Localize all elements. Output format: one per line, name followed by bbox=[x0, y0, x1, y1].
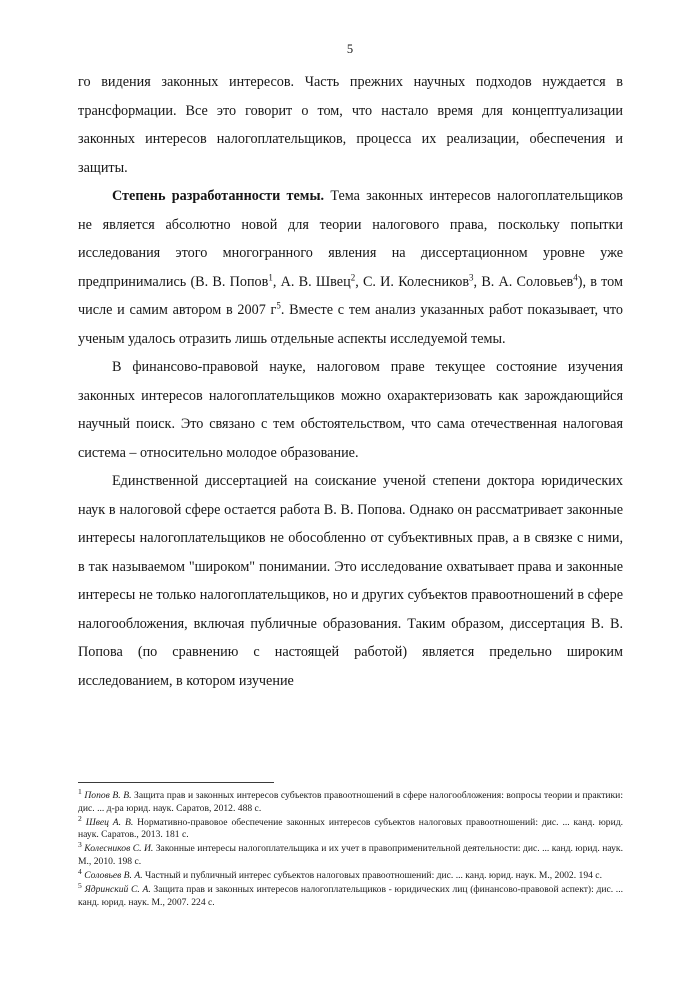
footnote-list bbox=[78, 786, 623, 909]
footnote-number: 4 bbox=[78, 866, 82, 876]
footnote-author: Колесников С. И. bbox=[84, 843, 154, 855]
footnote-separator bbox=[78, 782, 274, 783]
footnote-area bbox=[78, 782, 623, 911]
footnote-author: Попов В. В. bbox=[84, 790, 132, 801]
footnote-text: Частный и публичный интерес субъектов налоговых правоотношений: дис. ... канд. юрид. наук. М., 2002. 194 с. bbox=[142, 870, 602, 882]
footnote-text: Защита прав и законных интересов налогоплательщиков - юридических лиц (финансово-правовой аспект): дис. ... канд. юрид. наук. М., 2007. 224 с. bbox=[78, 884, 623, 908]
page-number: 5 bbox=[346, 42, 354, 56]
footnote-text: Защита прав и законных интересов субъектов правоотношений в сфере налогообложения: вопросы теории и практики: дис. ... д-ра юрид. наук. Саратов, 2012. 488 с. bbox=[78, 790, 623, 814]
footnote-author: Соловьев В. А. bbox=[84, 870, 143, 882]
footnote-entry bbox=[78, 880, 623, 909]
footnote-author: Ядринский С. А. bbox=[84, 884, 151, 896]
footnote-entry bbox=[78, 866, 623, 883]
footnote-text: Нормативно-правовое обеспечение законных интересов субъектов налоговых правоотношений: дис. ... канд. юрид. наук. Саратов., 2013. 181 с. bbox=[78, 816, 623, 841]
footnote-reference[interactable]: 2 bbox=[350, 271, 356, 282]
paragraph-text: Единственной диссертацией на соискание ученой степени доктора юридических наук в налоговой сфере остается работа В. В. Попова. Однако он рассматривает законные интересы налогоплательщиков не обособленно от субъективных прав, а в связке с ними, в так называемом "широком" понимании. Это исследование охватывает права и законные интересы не только налогоплательщиков, но и других субъектов правоотношений в сфере налогообложения, включая публичные образования. Таким образом, диссертация В. В. Попова (по сравнению с настоящей работой) является предельно широким исследованием, в котором изучение bbox=[78, 473, 623, 689]
footnote-reference[interactable]: 5 bbox=[276, 300, 281, 311]
footnote-number: 2 bbox=[78, 813, 82, 823]
paragraph-text: ), в том числе и самим автором в 2007 г bbox=[78, 273, 623, 318]
footnote-reference[interactable]: 3 bbox=[469, 271, 474, 282]
document-body bbox=[78, 68, 623, 695]
paragraph-1 bbox=[78, 68, 623, 182]
paragraph-text: , В. А. Соловьев bbox=[473, 273, 574, 290]
paragraph-lead-in: Степень разработанности темы. bbox=[112, 188, 325, 204]
paragraph-3 bbox=[78, 353, 623, 467]
paragraph-text: , С. И. Колесников bbox=[355, 273, 470, 290]
paragraph-4 bbox=[78, 467, 623, 695]
paragraph-text: В финансово-правовой науке, налоговом праве текущее состояние изучения законных интересов налогоплательщиков можно охарактеризовать как зарождающийся научный поиск. Это связано с тем обстоятельством, что сама отечественная налоговая система – относительно молодое образование. bbox=[78, 359, 623, 461]
paragraph-text: , А. В. Швец bbox=[272, 273, 351, 290]
footnote-number: 3 bbox=[78, 840, 82, 850]
footnote-number: 5 bbox=[78, 880, 82, 890]
footnote-text: Законные интересы налогоплательщика и их учет в правоприменительной деятельности: дис. ... канд. юрид. наук. М., 2010. 198 с. bbox=[78, 843, 623, 867]
footnote-reference[interactable]: 1 bbox=[268, 271, 273, 282]
paragraph-text: . Вместе с тем анализ указанных работ показывает, что ученым удалось отразить лишь отдельные аспекты исследуемой темы. bbox=[78, 302, 623, 347]
paragraph-text: Тема законных интересов налогоплательщиков не является абсолютно новой для теории налогового права, поскольку попытки исследования этого многогранного явления на диссертационном уровне уже предпринимались (В. В. Попов bbox=[78, 188, 623, 290]
paragraph-2 bbox=[78, 182, 623, 353]
footnote-author: Швец А. В. bbox=[85, 816, 134, 828]
paragraph-text: го видения законных интересов. Часть прежних научных подходов нуждается в трансформации. Все это говорит о том, что настало время для концептуализации законных интересов налогоплательщиков, процесса их реализации, обеспечения и защиты. bbox=[78, 74, 623, 176]
footnote-entry bbox=[78, 813, 623, 842]
footnote-entry bbox=[78, 786, 623, 815]
footnote-reference[interactable]: 4 bbox=[573, 271, 578, 282]
footnote-entry bbox=[78, 840, 623, 868]
footnote-number: 1 bbox=[78, 786, 82, 796]
